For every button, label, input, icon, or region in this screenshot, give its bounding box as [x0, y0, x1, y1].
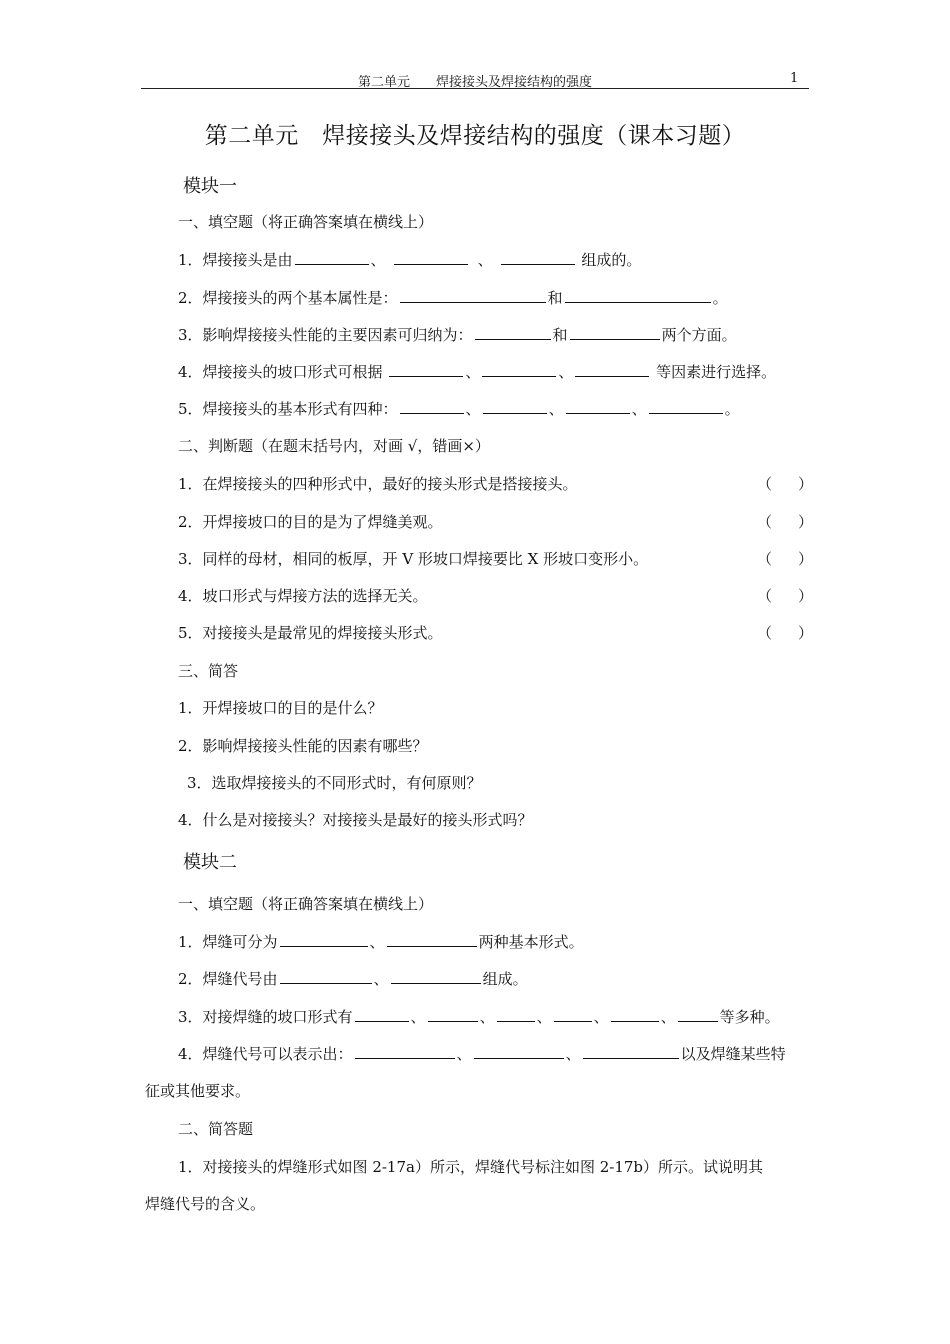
q-text: 组成。: [482, 970, 528, 988]
q-text: 以及焊缝某些特: [680, 1045, 786, 1063]
answer-blank[interactable]: [554, 1007, 592, 1022]
q-text: 5．焊接接头的基本形式有四种：: [178, 400, 398, 418]
m1-fill-q1: [178, 249, 641, 270]
running-header: 第二单元 焊接接头及焊接结构的强度: [357, 75, 592, 90]
q-text: 等因素进行选择。: [651, 363, 777, 381]
q-text: 、: [558, 363, 574, 381]
answer-parens[interactable]: （ ）: [757, 587, 814, 605]
short-item: 1．开焊接坡口的目的是什么？: [178, 699, 383, 717]
answer-blank[interactable]: [400, 399, 464, 414]
answer-blank[interactable]: [611, 1007, 659, 1022]
answer-blank[interactable]: [394, 250, 468, 265]
page-number: 1: [790, 71, 799, 86]
q-text: 组成的。: [576, 251, 642, 269]
q-text: 1．焊接接头是由: [178, 251, 293, 269]
answer-blank[interactable]: [387, 932, 477, 947]
q-text: 、: [373, 970, 389, 988]
answer-blank[interactable]: [565, 288, 711, 303]
judge-item: 1．在焊接接头的四种形式中，最好的接头形式是搭接接头。: [178, 475, 578, 493]
answer-blank[interactable]: [475, 325, 551, 340]
answer-blank[interactable]: [583, 1044, 679, 1059]
q-text: 。: [712, 289, 728, 307]
m1-fill-q2: [178, 287, 728, 308]
q-text: 3．对接焊缝的坡口形式有: [178, 1008, 353, 1026]
m2-fill-q4: [178, 1043, 786, 1064]
answer-parens[interactable]: （ ）: [757, 475, 814, 493]
m1-short-heading: 三、简答: [178, 662, 239, 680]
judge-item: 3．同样的母材，相同的板厚，开 V 形坡口焊接要比 X 形坡口变形小。: [178, 550, 649, 568]
q-text: 3．影响焊接接头性能的主要因素可归纳为：: [178, 326, 473, 344]
answer-blank[interactable]: [497, 1007, 535, 1022]
answer-blank[interactable]: [400, 288, 546, 303]
answer-blank[interactable]: [280, 932, 368, 947]
q-text: 4．焊缝代号可以表示出：: [178, 1045, 353, 1063]
q-text: 4．焊接接头的坡口形式可根据: [178, 363, 388, 381]
q-text: 、: [565, 1045, 581, 1063]
q-text: 两种基本形式。: [478, 933, 584, 951]
q-text: 和: [547, 289, 563, 307]
answer-blank[interactable]: [355, 1044, 455, 1059]
q-text: 。: [724, 400, 740, 418]
answer-blank[interactable]: [501, 250, 575, 265]
answer-parens[interactable]: （ ）: [757, 513, 814, 531]
answer-blank[interactable]: [391, 969, 481, 984]
q-text: 、: [369, 933, 385, 951]
q-text: 、: [370, 251, 386, 269]
q-text: 、: [465, 363, 481, 381]
m2-fill-q4-cont: 征或其他要求。: [145, 1082, 251, 1100]
m2-short-q1-cont: 焊缝代号的含义。: [145, 1195, 266, 1213]
answer-blank[interactable]: [474, 1044, 564, 1059]
answer-blank[interactable]: [389, 362, 463, 377]
m1-fill-heading: 一、填空题（将正确答案填在横线上）: [178, 213, 434, 231]
answer-parens[interactable]: （ ）: [757, 550, 814, 568]
m2-fill-q3: 3．对接焊缝的坡口形式有 、 、 、 、 、 等多种。: [178, 1008, 780, 1026]
judge-item: 4．坡口形式与焊接方法的选择无关。: [178, 587, 428, 605]
answer-blank[interactable]: [428, 1007, 478, 1022]
judge-item: 5．对接接头是最常见的焊接接头形式。: [178, 624, 443, 642]
q-text: 、: [631, 400, 647, 418]
q-text: 、: [548, 400, 564, 418]
q-text: 两个方面。: [661, 326, 737, 344]
judge-item: 2．开焊接坡口的目的是为了焊缝美观。: [178, 513, 443, 531]
module1-heading: 模块一: [183, 176, 237, 197]
m1-fill-q3: [178, 324, 737, 345]
m1-judge-heading: 二、判断题（在题末括号内，对画 √，错画×）: [178, 437, 490, 455]
q-text: 、: [456, 1045, 472, 1063]
answer-blank[interactable]: [295, 250, 369, 265]
q-text: 2．焊缝代号由: [178, 970, 278, 988]
q-text: 2．焊接接头的两个基本属性是：: [178, 289, 398, 307]
m2-fill-q2: [178, 968, 528, 989]
answer-blank[interactable]: [355, 1007, 409, 1022]
answer-blank[interactable]: [575, 362, 649, 377]
answer-blank[interactable]: [566, 399, 630, 414]
answer-blank[interactable]: [570, 325, 660, 340]
short-item: 2．影响焊接接头性能的因素有哪些？: [178, 737, 428, 755]
short-item: 4．什么是对接接头？对接接头是最好的接头形式吗？: [178, 811, 533, 829]
answer-blank[interactable]: [678, 1007, 718, 1022]
m1-fill-q5: [178, 398, 740, 419]
document-title: 第二单元 焊接接头及焊接结构的强度（课本习题）: [204, 123, 746, 149]
m2-short-q1: 1．对接接头的焊缝形式如图 2-17a）所示，焊缝代号标注如图 2-17b）所示。试说明其: [178, 1158, 764, 1176]
q-text: 、: [465, 400, 481, 418]
q-text: 等多种。: [719, 1008, 780, 1026]
m2-fill-q1: [178, 931, 584, 952]
q-text: 、: [477, 251, 493, 269]
answer-blank[interactable]: [280, 969, 372, 984]
q-text: 和: [552, 326, 568, 344]
answer-parens[interactable]: （ ）: [757, 624, 814, 642]
m2-short-heading: 二、简答题: [178, 1120, 254, 1138]
m2-fill-heading: 一、填空题（将正确答案填在横线上）: [178, 895, 434, 913]
module2-heading: 模块二: [183, 852, 237, 873]
header-rule: [141, 88, 809, 89]
q-text: 1．焊缝可分为: [178, 933, 278, 951]
answer-blank[interactable]: [483, 399, 547, 414]
answer-blank[interactable]: [649, 399, 723, 414]
m1-fill-q4: [178, 361, 776, 382]
short-item: 3．选取焊接接头的不同形式时，有何原则？: [187, 774, 482, 792]
answer-blank[interactable]: [482, 362, 556, 377]
